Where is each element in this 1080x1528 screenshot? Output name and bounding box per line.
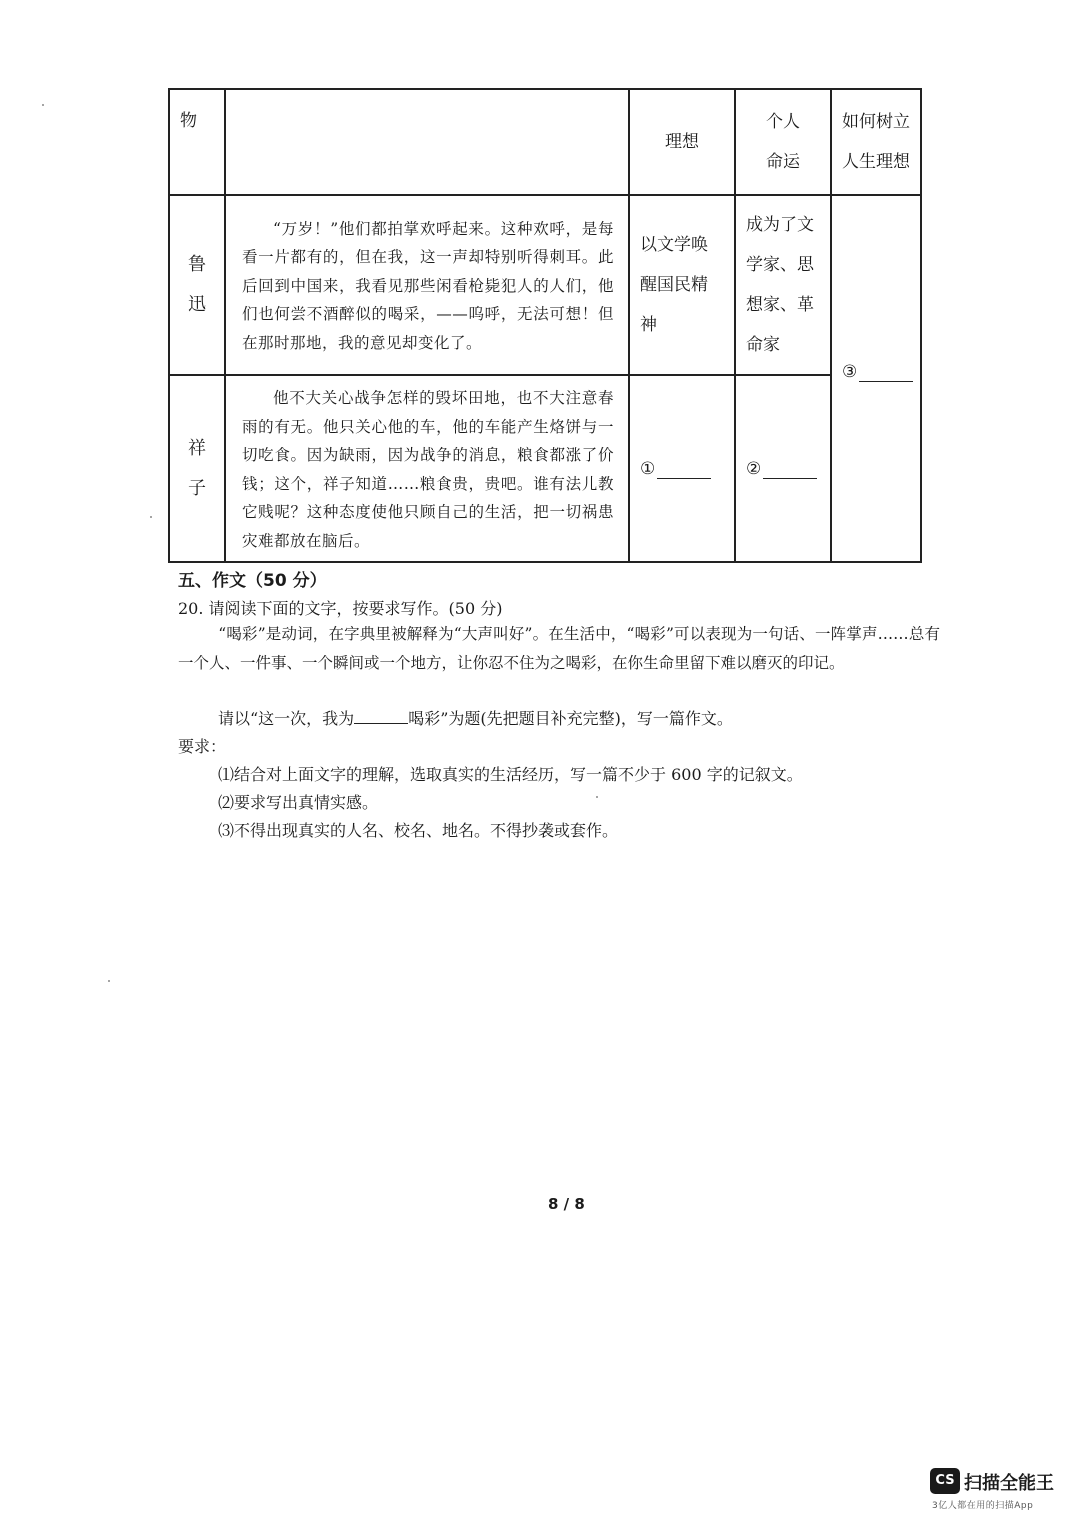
person-name-xiangzi	[169, 375, 225, 562]
header-how	[831, 89, 921, 195]
essay-prompt	[218, 706, 733, 729]
ideal-luxun	[629, 195, 735, 375]
scan-speck	[596, 796, 598, 798]
how-merged-cell[interactable]	[831, 195, 921, 562]
blank-3[interactable]	[842, 362, 913, 382]
requirements-title: 要求：	[178, 737, 227, 756]
blank-1-label: ①	[640, 458, 656, 479]
essay-paragraph-text: “喝彩”是动词，在字典里被解释为“大声叫好”。在生活中，“喝彩”可以表现为一句话、一阵掌声……总有一个人、一件事、一个瞬间或一个地方，让你忍不住为之喝彩，在你生命里留下难以磨灭的印记。	[178, 625, 940, 672]
passage-luxun	[225, 195, 629, 375]
passage-text: “万岁！”他们都拍掌欢呼起来。这种欢呼，是每看一片都有的，但在我，这一声却特别听得刺耳。此后回到中国来，我看见那些闲看枪毙犯人的人们，他们也何尝不酒醉似的喝采，——呜呼，无法可想！但在那时那地，我的意见却变化了。	[242, 219, 614, 352]
name-char: 鲁	[188, 254, 206, 275]
ideal-line: 神	[640, 315, 657, 335]
passage-xiangzi	[225, 375, 629, 562]
header-person: 物	[169, 89, 225, 195]
reading-table	[168, 88, 922, 563]
blank-line	[763, 460, 817, 479]
scanner-brand: 扫描全能王	[964, 1473, 1054, 1494]
scan-speck	[108, 980, 110, 982]
requirement-2: ⑵要求写出真情实感。	[218, 793, 379, 812]
fate-line: 想家、革	[746, 295, 814, 315]
requirement-1: ⑴结合对上面文字的理解，选取真实的生活经历，写一篇不少于 600 字的记叙文。	[218, 765, 803, 784]
blank-line	[859, 363, 913, 382]
table-row	[169, 375, 921, 562]
fate-luxun	[735, 195, 831, 375]
name-char: 子	[188, 477, 206, 499]
page-number: 8 / 8	[548, 1195, 585, 1213]
name-char: 迅	[188, 294, 206, 315]
scanner-watermark	[930, 1468, 1060, 1514]
scanner-logo-icon: CS	[930, 1468, 960, 1494]
question-line: 20. 请阅读下面的文字，按要求写作。(50 分)	[178, 599, 503, 618]
blank-2[interactable]	[735, 375, 831, 562]
requirement-3: ⑶不得出现真实的人名、校名、地名。不得抄袭或套作。	[218, 821, 619, 840]
fate-line: 命家	[746, 335, 780, 355]
table-row	[169, 195, 921, 375]
prompt-after: 喝彩”为题(先把题目补充完整)，写一篇作文。	[408, 709, 733, 728]
blank-3-label: ③	[842, 362, 858, 382]
header-passage	[225, 89, 629, 195]
section-title: 五、作文（50 分）	[178, 571, 327, 591]
blank-2-label: ②	[746, 458, 762, 479]
blank-line	[657, 460, 711, 479]
header-how-line2: 人生理想	[842, 152, 910, 172]
passage-text: 他不大关心战争怎样的毁坏田地，也不大注意春雨的有无。他只关心他的车，他的车能产生烙饼与一切吃食。因为缺雨，因为战争的消息，粮食都涨了价钱；这个，祥子知道……粮食贵，贵吧。谁有法儿教它贱呢？这种态度使他只顾自己的生活，把一切祸患灾难都放在脑后。	[242, 389, 614, 550]
table-header-row	[169, 89, 921, 195]
ideal-line: 醒国民精	[640, 275, 708, 295]
title-blank[interactable]	[354, 709, 408, 724]
header-fate	[735, 89, 831, 195]
blank-1[interactable]	[629, 375, 735, 562]
person-name-luxun	[169, 195, 225, 375]
fate-line: 学家、思	[746, 255, 814, 275]
ideal-line: 以文学唤	[640, 235, 708, 255]
header-fate-line1: 个人	[766, 112, 800, 132]
fate-line: 成为了文	[746, 215, 814, 235]
header-how-line1: 如何树立	[842, 112, 910, 132]
scan-speck	[42, 104, 44, 106]
scan-speck	[150, 516, 152, 518]
prompt-before: 请以“这一次，我为	[218, 709, 355, 728]
name-char: 祥	[188, 437, 206, 459]
header-ideal: 理想	[629, 89, 735, 195]
scanner-tagline: 3亿人都在用的扫描App	[932, 1501, 1034, 1511]
essay-paragraph	[178, 620, 940, 678]
header-fate-line2: 命运	[766, 152, 800, 172]
